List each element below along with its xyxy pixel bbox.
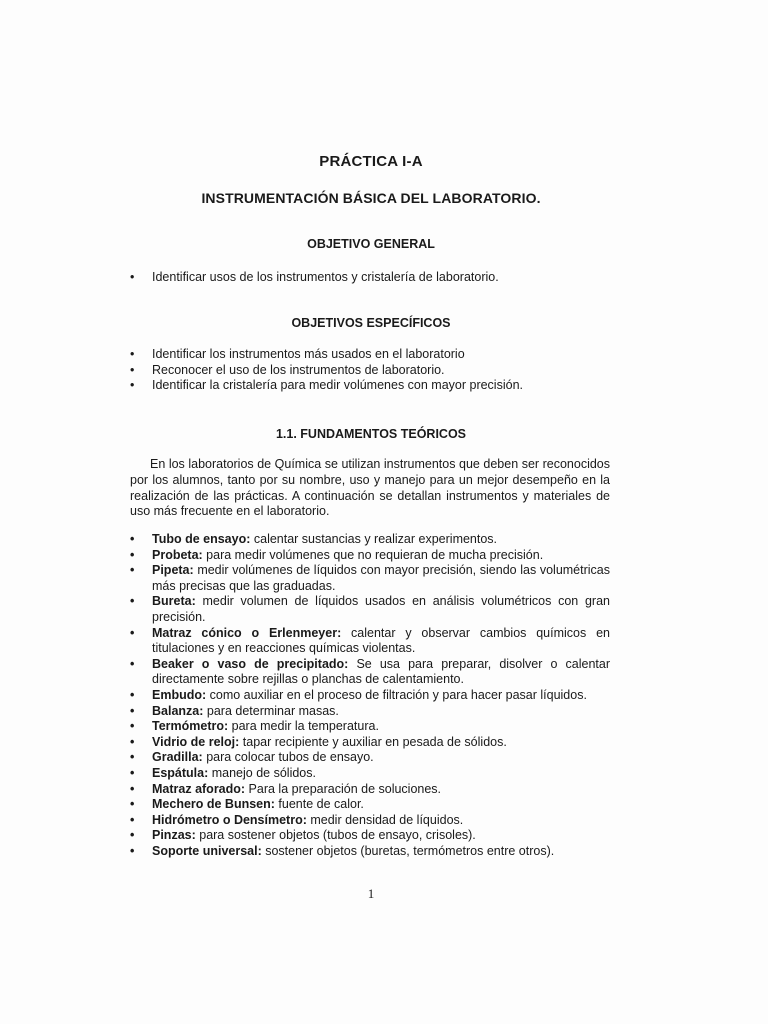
instrument-item — [130, 735, 610, 751]
list-item-text: Identificar usos de los instrumentos y cristalería de laboratorio. — [152, 270, 499, 284]
instrument-item — [130, 797, 610, 813]
instrument-description: medir densidad de líquidos. — [306, 812, 464, 827]
instrument-item — [130, 594, 610, 625]
instrument-description: para medir la temperatura. — [228, 719, 379, 734]
bullet-icon: • — [130, 843, 135, 858]
instrument-term: Hidrómetro o Densímetro: — [152, 812, 307, 827]
page-subtitle: INSTRUMENTACIÓN BÁSICA DEL LABORATORIO. — [201, 190, 541, 206]
instrument-description: manejo de sólidos. — [208, 765, 316, 780]
instrument-description: fuente de calor. — [274, 797, 364, 812]
instrument-description: medir volumen de líquidos usados en análisis volumétricos con gran precisión. — [152, 594, 610, 624]
instrument-description: para colocar tubos de ensayo. — [202, 750, 374, 765]
instrument-term: Vidrio de reloj: — [152, 734, 240, 749]
instrument-description: para medir volúmenes que no requieran de mucha precisión. — [202, 547, 544, 562]
instrument-term: Pipeta: — [152, 563, 194, 578]
heading-objetivos-especificos: OBJETIVOS ESPECÍFICOS — [291, 316, 451, 330]
instrument-description: sostener objetos (buretas, termómetros entre otros). — [261, 843, 555, 858]
bullet-icon: • — [130, 750, 135, 765]
instrument-term: Embudo: — [152, 687, 207, 702]
instrument-item — [130, 750, 610, 766]
instrument-term: Matraz aforado: — [152, 781, 246, 796]
bullet-icon: • — [130, 765, 135, 780]
instrument-term: Termómetro: — [152, 719, 229, 734]
instrument-term: Pinzas: — [152, 828, 196, 843]
bullet-icon: • — [130, 563, 135, 578]
instrument-item — [130, 626, 610, 657]
heading-fundamentos-teoricos: 1.1. FUNDAMENTOS TEÓRICOS — [275, 427, 467, 441]
instrument-description: calentar sustancias y realizar experimentos. — [250, 532, 498, 546]
instrument-item — [130, 657, 610, 688]
instrument-term: Bureta: — [152, 594, 196, 609]
bullet-icon: • — [130, 828, 135, 843]
instrument-term: Matraz cónico o Erlenmeyer: — [152, 625, 342, 640]
instrument-item — [130, 532, 610, 548]
instrument-term: Beaker o vaso de precipitado: — [152, 656, 349, 671]
list-item-text: Identificar la cristalería para medir volúmenes con mayor precisión. — [152, 378, 523, 392]
instrument-term: Probeta: — [152, 547, 203, 562]
list-item — [130, 363, 610, 379]
instrument-term: Balanza: — [152, 703, 204, 718]
bullet-icon: • — [130, 270, 135, 284]
bullet-icon: • — [130, 594, 135, 609]
list-item — [130, 378, 610, 394]
instrument-description: medir volúmenes de líquidos con mayor precisión, siendo las volumétricas más precisas que las graduadas. — [152, 563, 610, 593]
bullet-icon: • — [130, 812, 135, 827]
bullet-icon: • — [130, 362, 135, 377]
instrument-description: como auxiliar en el proceso de filtración y para hacer pasar líquidos. — [206, 687, 587, 702]
instrument-item — [130, 813, 610, 829]
bullet-icon: • — [130, 378, 135, 392]
instrument-term: Gradilla: — [152, 750, 203, 765]
bullet-icon: • — [130, 687, 135, 702]
instrument-item — [130, 548, 610, 564]
instrument-item — [130, 828, 610, 844]
instrument-item — [130, 704, 610, 720]
fundamentos-paragraph: En los laboratorios de Química se utilizan instrumentos que deben ser reconocidos por los alumnos, tanto por su nombre, uso y manejo para un mejor desempeño en la realización de las prácticas. A continuación se detallan instrumentos y materiales de uso más frecuente en el laboratorio. — [130, 457, 610, 519]
list-item-text: Identificar los instrumentos más usados en el laboratorio — [152, 347, 465, 361]
instrument-description: Se usa para preparar, disolver o calentar directamente sobre rejillas o planchas de calentamiento. — [152, 656, 611, 687]
bullet-icon: • — [130, 734, 135, 749]
objetivo-general-list — [130, 270, 610, 286]
instrument-description: para determinar masas. — [203, 703, 339, 718]
heading-objetivo-general: OBJETIVO GENERAL — [307, 237, 435, 251]
instrument-description: calentar y observar cambios químicos en titulaciones y en reacciones químicas violentas. — [152, 625, 610, 656]
bullet-icon: • — [130, 781, 135, 796]
instrument-term: Tubo de ensayo: — [152, 532, 251, 546]
instrument-item — [130, 844, 610, 860]
instrument-list — [130, 532, 610, 859]
objetivos-especificos-list — [130, 347, 610, 394]
bullet-icon: • — [130, 625, 135, 640]
instrument-term: Mechero de Bunsen: — [152, 797, 275, 812]
list-item-text: Reconocer el uso de los instrumentos de laboratorio. — [152, 362, 445, 377]
bullet-icon: • — [130, 547, 135, 562]
instrument-term: Espátula: — [152, 765, 209, 780]
bullet-icon: • — [130, 719, 135, 734]
page-number: 1 — [367, 886, 375, 901]
instrument-description: Para la preparación de soluciones. — [245, 781, 442, 796]
instrument-item — [130, 766, 610, 782]
instrument-description: tapar recipiente y auxiliar en pesada de sólidos. — [239, 734, 507, 749]
instrument-item — [130, 719, 610, 735]
bullet-icon: • — [130, 656, 135, 671]
instrument-item — [130, 782, 610, 798]
list-item — [130, 270, 610, 286]
instrument-item — [130, 688, 610, 704]
instrument-term: Soporte universal: — [152, 843, 262, 858]
bullet-icon: • — [130, 347, 135, 361]
instrument-item — [130, 563, 610, 594]
bullet-icon: • — [130, 703, 135, 718]
page-title: PRÁCTICA I-A — [319, 153, 423, 170]
bullet-icon: • — [130, 797, 135, 812]
instrument-description: para sostener objetos (tubos de ensayo, crisoles). — [195, 828, 476, 843]
bullet-icon: • — [130, 532, 135, 546]
list-item — [130, 347, 610, 363]
